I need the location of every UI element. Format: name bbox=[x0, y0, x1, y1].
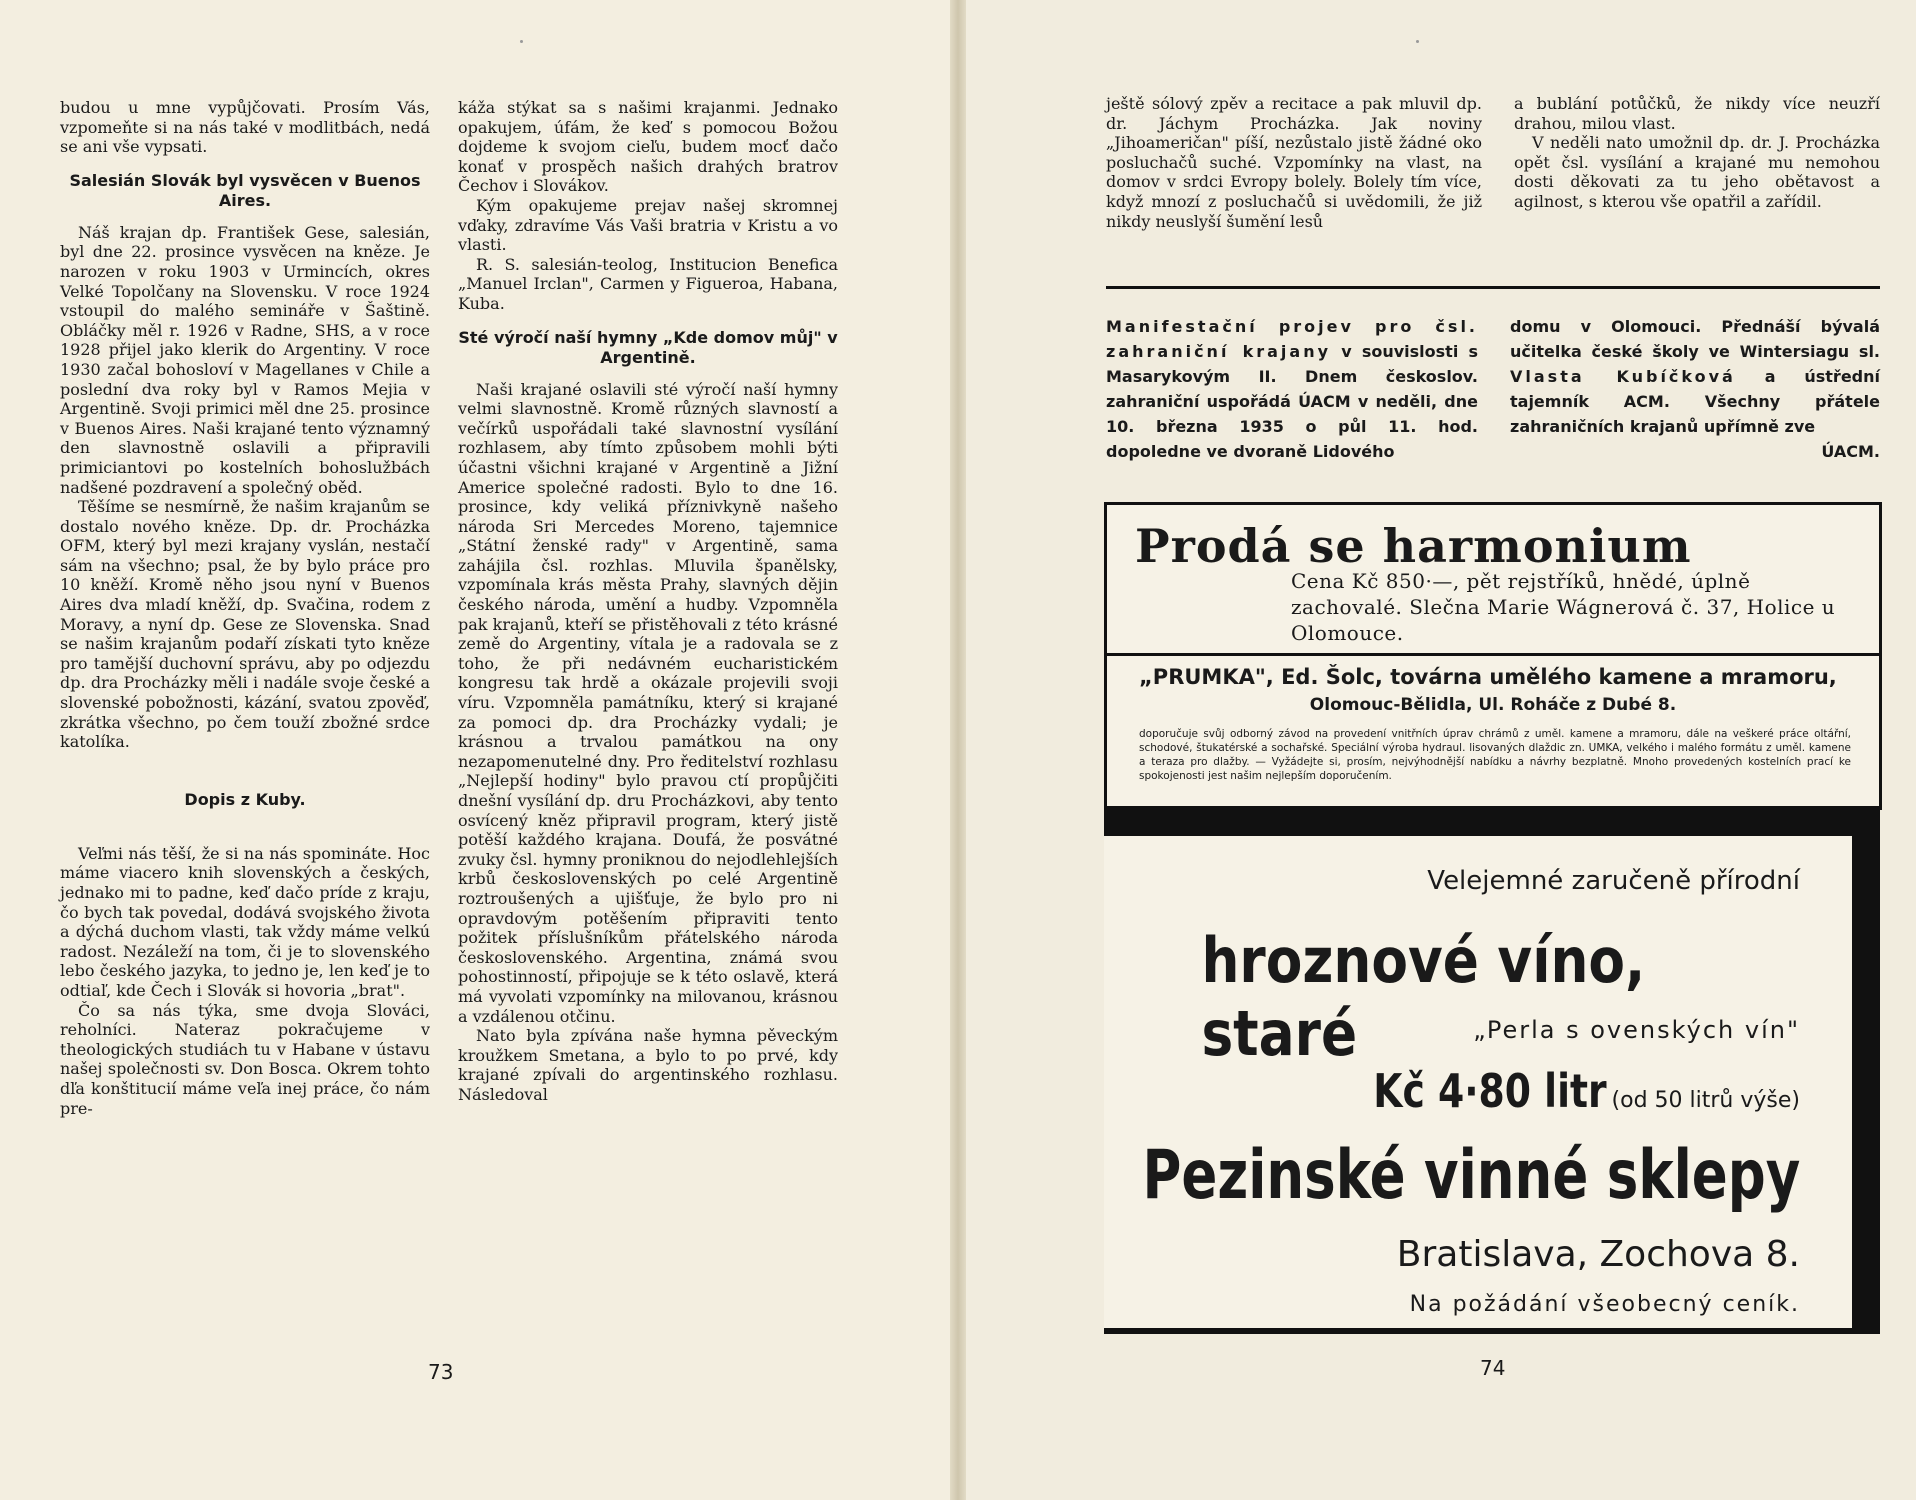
ad-wine-line: „Perla s ovenských vín" bbox=[1473, 1016, 1800, 1044]
ad-wine-headline: hroznové víno, staré bbox=[1201, 924, 1646, 1070]
ad-wine-price: Kč 4·80 litr bbox=[1373, 1064, 1607, 1118]
announcement-text: a ústřední tajemník ACM. Všechny přátele zahraničních krajanů upřímně zve bbox=[1510, 367, 1881, 436]
right-column-2 bbox=[1514, 94, 1880, 212]
ad-body: Cena Kč 850·—, pět rejstříků, hnědé, úplně zachovalé. Slečna Marie Wágnerová č. 37, Holice u Olomouce. bbox=[1291, 569, 1836, 645]
ad-company-address: Olomouc-Bělidla, Ul. Roháče z Dubé 8. bbox=[1309, 695, 1677, 715]
announcement-text: v souvislosti s Masarykovým II. Dnem českoslov. zahraniční uspořádá ÚACM v neděli, dne 10. března 1935 o půl 11. hod. dopoledne ve dvoraně Lidového bbox=[1106, 342, 1478, 461]
page-number: 74 bbox=[1480, 1356, 1506, 1380]
article-heading: Salesián Slovák byl vysvěcen v Buenos Aires. bbox=[69, 170, 421, 210]
ad-wine-price-note: (od 50 litrů výše) bbox=[1611, 1088, 1800, 1113]
ad-title: Prodá se harmonium bbox=[1135, 519, 1692, 573]
announcement-column-1 bbox=[1106, 314, 1478, 464]
page-number: 73 bbox=[428, 1360, 454, 1384]
announcement-lead: Manifestační projev pro čsl. zahraniční krajany bbox=[1106, 317, 1478, 361]
left-column-1 bbox=[60, 98, 430, 1118]
ad-wine-line: Velejemné zaručeně přírodní bbox=[1427, 866, 1800, 896]
article-paragraph: Čo sa nás týka, sme dvoja Slováci, reholníci. Nateraz pokračujeme v theologických studiách tu v Habane v ústavu našej společnosti sv. Don Bosca. Okrem tohto dľa konštitucií máme veľa inej práce, čo nám pre- bbox=[60, 1000, 430, 1118]
ad-divider bbox=[1107, 653, 1879, 656]
book-gutter bbox=[950, 0, 966, 1500]
article-paragraph: Kým opakujeme prejav našej skromnej vďaky, zdravíme Vás Vaši bratria v Kristu a vo vlasti. bbox=[458, 195, 838, 255]
article-paragraph: Náš krajan dp. František Gese, salesián, byl dne 22. prosince vysvěcen na kněze. Je narozen v roku 1903 v Urmincích, okres Velké Topolčany na Slovensku. V roce 1924 vstoupil do malého semináře v Šaštině. Obláčky měl r. 1926 v Radne, SHS, a v roce 1928 přijel jako klerik do Argentiny. V roce 1930 začal bohosloví v Magellanes v Chile a poslední dva roky byl v Ramos Mejia v Argentině. Svoji primici měl dne 25. prosince v Buenos Aires. Naši krajané tento významný den slavnostně oslavili a připravili primiciantovi po kostelních bohoslužbách nadšené pozdravení a společný oběd. bbox=[60, 222, 430, 497]
article-paragraph: V neděli nato umožnil dp. dr. J. Procházka opět čsl. vysílání a krajané mu nemohou dosti děkovati za tu jeho obětavost a agilnost, s kterou vše opatřil a zařídil. bbox=[1514, 133, 1880, 211]
advertisement-harmonium bbox=[1104, 502, 1882, 810]
ad-wine-price-line bbox=[1322, 1064, 1800, 1118]
article-heading: Sté výročí naší hymny „Kde domov můj" v Argentině. bbox=[458, 327, 838, 367]
announcement-text: domu v Olomouci. Přednáší bývalá učitelka české školy ve Wintersiagu sl. bbox=[1510, 317, 1880, 361]
article-paragraph: a bublání potůčků, že nikdy více neuzří drahou, milou vlast. bbox=[1514, 94, 1880, 133]
ad-company-name: „PRUMKA", Ed. Šolc, továrna umělého kamene a mramoru, bbox=[1139, 665, 1837, 689]
ad-wine-panel bbox=[1104, 836, 1852, 1328]
article-paragraph: Naši krajané oslavili sté výročí naší hymny velmi slavnostně. Kromě různých slavností a večírků uspořádali také slavnostní vysílání rozhlasem, aby tímto způsobem mohli býti účastni všichni krajané v Argentině a Jižní Americe společné radosti. Bylo to dne 16. prosince, kdy veliká příznivkyně našeho národa Sri Mercedes Moreno, tajemnice „Státní ženské rady" v Argentině, sama zahájila čsl. rozhlas. Mluvila španělsky, vzpomínala krás města Prahy, slavných dějin českého národa, umění a hudby. Vzpomněla pak krajanů, kteří se přistěhovali z této krásné země do Argentiny, vítala je a radovala se z toho, že při nedávném eucharistickém kongresu tak hrdě a okázale projevili svoji víru. Vzpomněla památníku, který si krajané za pomoci dp. dra Procházky vydali; je krásnou a trvalou památkou na ony nezapomenutelné dny. Pro ředitelství rozhlasu „Nejlepší hodiny" bylo pravou ctí propůjčiti dnešní vysílání dp. dru Procházkovi, aby tento osvícený kněz připravil program, který jistě potěší každého krajana. Doufá, že posvátné zvuky čsl. hymny proniknou do nejodlehlejších krbů československých po celé Argentině roztroušených a ujišťuje, že bylo pro ni opravdovým potěšením připraviti tento požitek příslušníkům přátelského národa československého. Argentina, známá svou pohostinností, připojuje se k této oslavě, která má vyvolati vzpomínky na milovanou, krásnou a vzdálenou otčinu. bbox=[458, 379, 838, 1026]
speck bbox=[1416, 40, 1419, 43]
ad-wine-line: Na požádání všeobecný ceník. bbox=[1409, 1292, 1800, 1317]
left-column-2 bbox=[458, 98, 838, 1105]
article-paragraph: Nato byla zpívána naše hymna pěveckým kroužkem Smetana, a bylo to po prvé, kdy krajané zpívali do argentinského rozhlasu. Následoval bbox=[458, 1026, 838, 1104]
signature: R. S. salesián-teolog, Institucion Benefica „Manuel Irclan", Carmen y Figueroa, Habana, Kuba. bbox=[458, 254, 838, 313]
intro-paragraph: budou u mne vypůjčovati. Prosím Vás, vzpomeňte si na nás také v modlitbách, nedá se ani vše vypsati. bbox=[60, 98, 430, 157]
announcement-column-2 bbox=[1510, 314, 1880, 464]
article-paragraph: Těšíme se nesmírně, že našim krajanům se dostalo nového kněze. Dp. dr. Procházka OFM, který byl mezi krajany vyslán, nestačí sám na všechno; psal, že by bylo práce pro 10 kněží. Kromě něho jsou nyní v Buenos Aires dva mladí kněží, dp. Svačina, rodem z Moravy, a nyní dp. Gese ze Slovenska. Snad se našim krajanům podaří získati tyto kněze pro tamější duchovní správu, aby po odjezdu dp. dra Procházky měli i nadále svoje české a slovenské pobožnosti, kázání, svatou zpověď, zkrátka všechno, po čem touží zbožné srdce katolíka. bbox=[60, 497, 430, 752]
right-column-1 bbox=[1106, 94, 1482, 231]
ad-wine-address: Bratislava, Zochova 8. bbox=[1396, 1234, 1800, 1275]
speck bbox=[520, 40, 523, 43]
announcement-sign: ÚACM. bbox=[1821, 442, 1880, 461]
article-paragraph: Veľmi nás těší, že si na nás spomináte. Hoc máme viacero knih slovenských a českých, jednako mi to padne, keď dačo príde z kraju, čo bych tak povedal, dodává svojského života a dýchá duchom vlasti, tak vždy máme velkú radost. Nezáleží na tom, či je to slovenského lebo českého jazyka, to jedno je, len keď je to odtiaľ, kde Čech i Slovák si hovoria „brat". bbox=[60, 843, 430, 1000]
article-heading: Dopis z Kuby. bbox=[184, 789, 306, 809]
article-paragraph: ještě sólový zpěv a recitace a pak mluvil dp. dr. Jáchym Procházka. Jak noviny „Jihoameričan" píší, nezůstalo jistě žádné oko posluchačů suché. Vzpomínky na vlast, na domov v srdci Evropy bolely. Bolely tím více, když mnozí z posluchačů si uvědomili, že již nikdy neuslyší šumění lesů bbox=[1106, 94, 1482, 231]
advertisement-wine bbox=[1104, 806, 1880, 1334]
ad-fine-print: doporučuje svůj odborný závod na provedení vnitřních úprav chrámů z uměl. kamene a mramoru, dále na veškeré práce oltářní, schodové, štukatérské a sochařské. Speciální výroba hydraul. lisovaných dlaždic zn. UMKA, velkého i malého formátu z uměl. kamene a teraza pro dlažby. — Vyžádejte si, prosím, nejvýhodnější nabídku a návrhy bezplatně. Mnoho provedených kostelních prací ke spokojenosti jest našim nejlepším doporučením. bbox=[1139, 728, 1851, 782]
article-paragraph: káža stýkat sa s našimi krajanmi. Jednako opakujem, úfám, že keď s pomocou Božou dojdeme k svojom cieľu, budem mocť dačo konať v prospěch našich drahých bratrov Čechov i Slovákov. bbox=[458, 98, 838, 196]
section-divider bbox=[1106, 286, 1880, 289]
ad-wine-producer: Pezinské vinné sklepy bbox=[1142, 1136, 1800, 1215]
speaker-name: Vlasta Kubíčková bbox=[1510, 367, 1736, 386]
